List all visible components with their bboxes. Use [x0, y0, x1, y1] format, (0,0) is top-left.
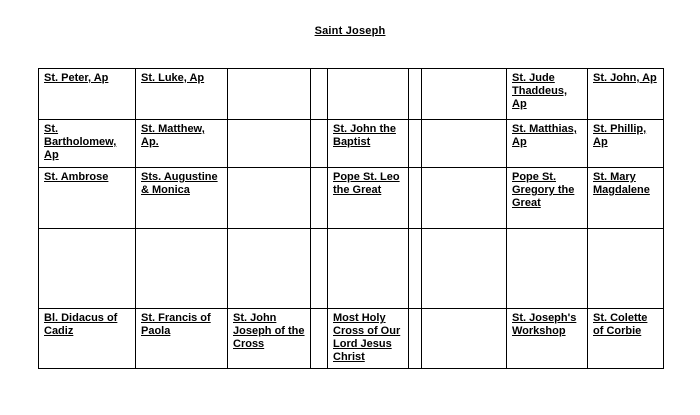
saint-name-text: St. John Joseph of the Cross: [233, 312, 305, 350]
saint-name-text: Pope St. Gregory the Great: [512, 171, 575, 209]
table-cell: [136, 120, 228, 168]
table-cell: [311, 229, 328, 309]
saint-name-text: St. Ambrose: [44, 171, 109, 183]
saint-name-text: Most Holy Cross of Our Lord Jesus Christ: [333, 312, 401, 363]
saint-name-text: St. Peter, Ap: [44, 72, 109, 84]
table-cell: [311, 120, 328, 168]
saints-table: [38, 68, 664, 369]
saint-name-text: St. Colette of Corbie: [593, 312, 648, 337]
table-cell: [136, 69, 228, 120]
table-cell: [228, 229, 311, 309]
table-cell: [422, 168, 507, 229]
saint-name-text: St. Phillip, Ap: [593, 123, 647, 148]
table-cell: [507, 120, 588, 168]
table-cell: [588, 168, 664, 229]
saint-name-text: St. Luke, Ap: [141, 72, 205, 84]
table-cell: [422, 229, 507, 309]
table-cell: [311, 168, 328, 229]
table-cell: [39, 229, 136, 309]
table-cell: [409, 120, 422, 168]
table-cell: [328, 120, 409, 168]
saint-name-text: St. Mary Magdalene: [593, 171, 650, 196]
table-row: [39, 229, 664, 309]
table-cell: [507, 69, 588, 120]
saint-name-text: St. Francis of Paola: [141, 312, 211, 337]
table-cell: [588, 229, 664, 309]
table-cell: [328, 229, 409, 309]
saint-name-text: St. John the Baptist: [333, 123, 396, 148]
table-row: [39, 309, 664, 369]
table-cell: [588, 69, 664, 120]
table-row: [39, 69, 664, 120]
table-cell: [311, 69, 328, 120]
table-cell: [136, 309, 228, 369]
table-cell: [588, 120, 664, 168]
table-cell: [409, 168, 422, 229]
saints-table-body: [39, 69, 664, 369]
table-cell: [228, 309, 311, 369]
saint-name-text: St. Jude Thaddeus, Ap: [512, 72, 568, 110]
table-cell: [507, 229, 588, 309]
table-cell: [136, 229, 228, 309]
table-cell: [588, 309, 664, 369]
table-cell: [409, 229, 422, 309]
table-cell: [328, 69, 409, 120]
saint-name-text: St. Joseph's Workshop: [512, 312, 577, 337]
table-cell: [39, 120, 136, 168]
table-cell: [409, 309, 422, 369]
table-cell: [422, 69, 507, 120]
table-cell: [409, 69, 422, 120]
table-cell: [228, 69, 311, 120]
saint-name-text: St. Matthias, Ap: [512, 123, 577, 148]
table-row: [39, 120, 664, 168]
table-cell: [422, 120, 507, 168]
table-cell: [39, 69, 136, 120]
table-cell: [136, 168, 228, 229]
table-cell: [422, 309, 507, 369]
table-cell: [328, 168, 409, 229]
table-cell: [311, 309, 328, 369]
saint-name-text: St. Matthew, Ap.: [141, 123, 205, 148]
saint-name-text: Pope St. Leo the Great: [333, 171, 400, 196]
table-cell: [507, 309, 588, 369]
table-cell: [39, 168, 136, 229]
table-cell: [228, 120, 311, 168]
table-cell: [39, 309, 136, 369]
table-cell: [228, 168, 311, 229]
saint-name-text: Bl. Didacus of Cadiz: [44, 312, 118, 337]
saint-name-text: Sts. Augustine & Monica: [141, 171, 218, 196]
document-title: Saint Joseph: [314, 25, 386, 37]
saint-name-text: St. Bartholomew, Ap: [44, 123, 117, 161]
saint-name-text: St. John, Ap: [593, 72, 657, 84]
table-cell: [328, 309, 409, 369]
table-cell: [507, 168, 588, 229]
table-row: [39, 168, 664, 229]
